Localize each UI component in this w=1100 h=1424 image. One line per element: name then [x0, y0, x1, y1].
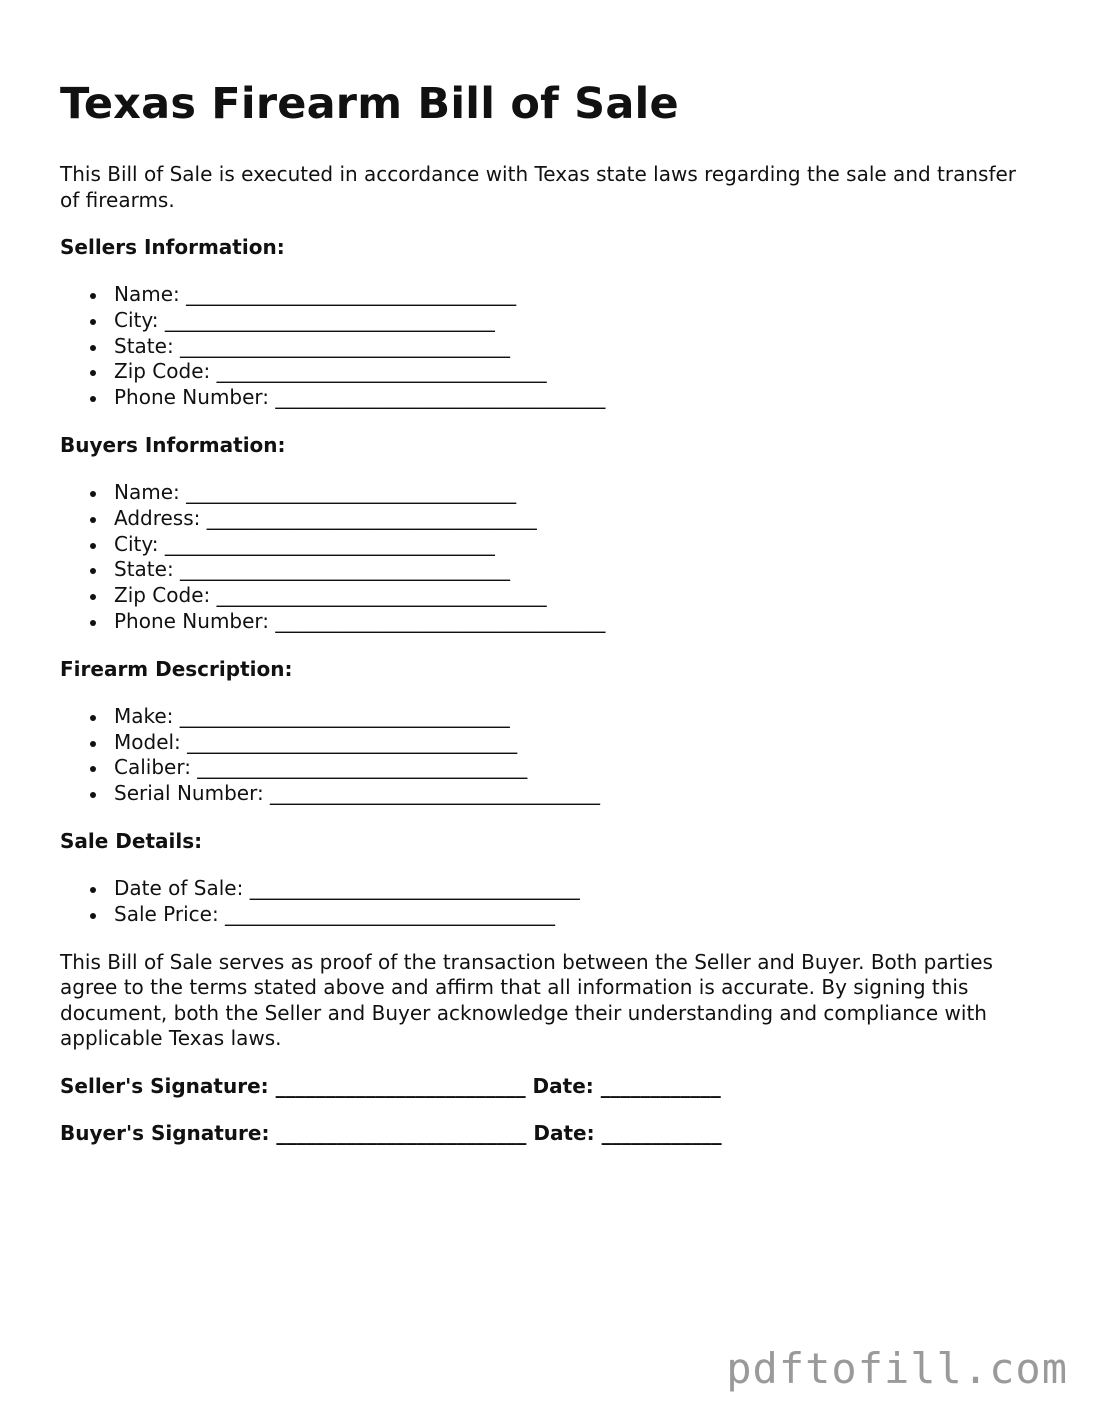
- document-page: [60, 0, 1040, 1146]
- firearm-caliber-field[interactable]: Caliber: _________________________________: [114, 755, 1040, 781]
- firearm-make-field[interactable]: Make: _________________________________: [114, 704, 1040, 730]
- watermark-logo: pdftofill.com: [726, 1344, 1068, 1393]
- buyers-heading: Buyers Information:: [60, 432, 286, 457]
- document-title: Texas Firearm Bill of Sale: [60, 79, 679, 129]
- buyer-address-field[interactable]: Address: _________________________________: [114, 506, 1040, 532]
- intro-paragraph: This Bill of Sale is executed in accordance with Texas state laws regarding the sale and transfer of firearms.: [60, 162, 1017, 212]
- seller-name-field[interactable]: Name: _________________________________: [114, 282, 1040, 308]
- seller-zip-field[interactable]: Zip Code: _________________________________: [114, 359, 1040, 385]
- buyer-name-field[interactable]: Name: _________________________________: [114, 480, 1040, 506]
- buyer-signature-line[interactable]: Buyer's Signature: _________________________ Date: ____________: [60, 1120, 722, 1145]
- sale-heading: Sale Details:: [60, 828, 203, 853]
- firearm-field-list: [60, 704, 1040, 807]
- firearm-model-field[interactable]: Model: _________________________________: [114, 730, 1040, 756]
- seller-signature-line[interactable]: Seller's Signature: _________________________ Date: ____________: [60, 1073, 721, 1098]
- firearm-heading: Firearm Description:: [60, 656, 293, 681]
- buyer-state-field[interactable]: State: _________________________________: [114, 557, 1040, 583]
- seller-phone-field[interactable]: Phone Number: _________________________________: [114, 385, 1040, 411]
- buyers-field-list: [60, 480, 1040, 635]
- buyer-phone-field[interactable]: Phone Number: _________________________________: [114, 609, 1040, 635]
- buyer-city-field[interactable]: City: _________________________________: [114, 532, 1040, 558]
- sale-field-list: [60, 876, 1040, 928]
- buyer-zip-field[interactable]: Zip Code: _________________________________: [114, 583, 1040, 609]
- closing-paragraph: This Bill of Sale serves as proof of the transaction between the Seller and Buyer. Both parties agree to the terms stated above and affirm that all information is accurate. By signing this document, both the Seller and Buyer acknowledge their understanding and compliance with applicable Texas laws.: [60, 949, 993, 1051]
- seller-state-field[interactable]: State: _________________________________: [114, 334, 1040, 360]
- seller-city-field[interactable]: City: _________________________________: [114, 308, 1040, 334]
- sellers-field-list: [60, 282, 1040, 411]
- firearm-serial-field[interactable]: Serial Number: _________________________________: [114, 781, 1040, 807]
- sellers-heading: Sellers Information:: [60, 235, 285, 259]
- sale-date-field[interactable]: Date of Sale: _________________________________: [114, 876, 1040, 902]
- sale-price-field[interactable]: Sale Price: _________________________________: [114, 902, 1040, 928]
